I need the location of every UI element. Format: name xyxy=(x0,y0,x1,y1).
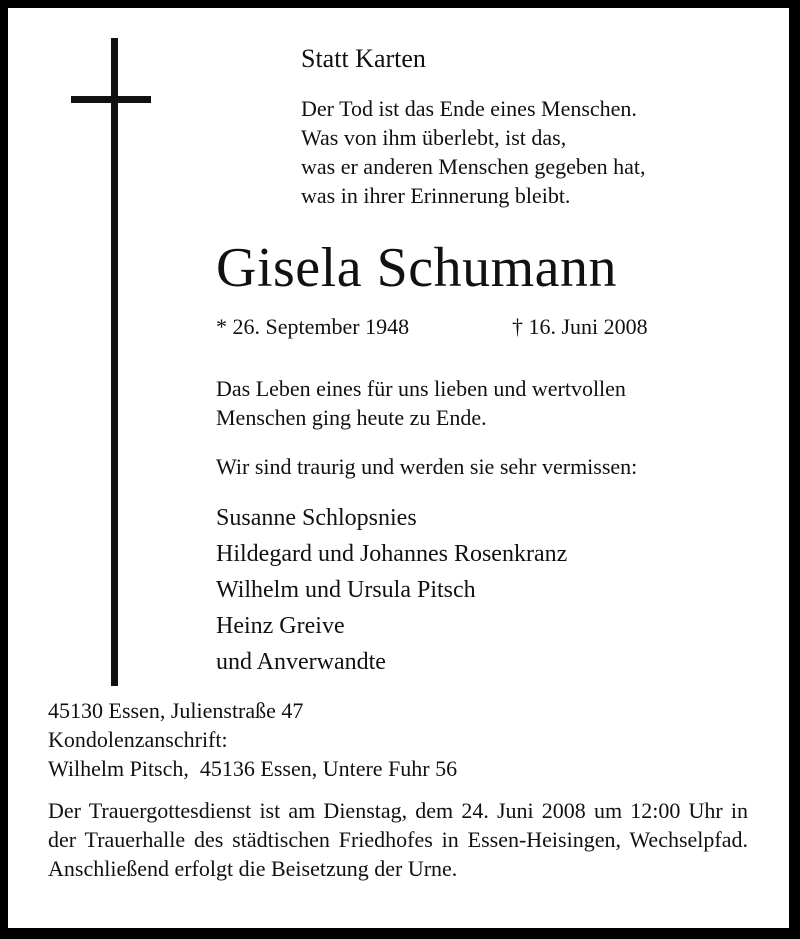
funeral-service-text: Der Trauergottesdienst ist am Dienstag, dem 24. Juni 2008 um 12:00 Uhr in der Trauerhalle des städtischen Friedhofes in Essen-Heisingen, Wechselpfad. Anschließend erfolgt die Beisetzung der Urne. xyxy=(48,798,748,881)
message-line: Das Leben eines für uns lieben und wertvollen xyxy=(216,376,626,401)
poem xyxy=(301,94,646,210)
mourner-name: und Anverwandte xyxy=(216,649,386,675)
deceased-name: Gisela Schumann xyxy=(216,237,617,299)
poem-line: Der Tod ist das Ende eines Menschen. xyxy=(301,96,637,121)
family-address: 45130 Essen, Julienstraße 47 xyxy=(48,698,304,723)
mourner-name: Wilhelm und Ursula Pitsch xyxy=(216,577,476,603)
cross-vertical-bar xyxy=(111,38,118,686)
condolence-address: Wilhelm Pitsch, 45136 Essen, Untere Fuhr 56 xyxy=(48,756,458,781)
condolence-label: Kondolenzanschrift: xyxy=(48,727,228,752)
obituary-notice xyxy=(8,8,789,928)
message-text xyxy=(216,374,626,432)
mourner-name: Hildegard und Johannes Rosenkranz xyxy=(216,541,568,567)
message-line: Menschen ging heute zu Ende. xyxy=(216,405,487,430)
poem-line: Was von ihm überlebt, ist das, xyxy=(301,125,567,150)
mourners-list xyxy=(216,500,567,680)
cross-horizontal-bar xyxy=(71,96,151,103)
address-block xyxy=(48,696,457,783)
mourner-name: Heinz Greive xyxy=(216,613,345,639)
poem-line: was in ihrer Erinnerung bleibt. xyxy=(301,183,571,208)
birth-date: * 26. September 1948 xyxy=(216,314,410,339)
poem-line: was er anderen Menschen gegeben hat, xyxy=(301,154,646,179)
death-date: † 16. Juni 2008 xyxy=(512,314,648,339)
mourning-intro: Wir sind traurig und werden sie sehr vermissen: xyxy=(216,454,638,479)
notice-heading: Statt Karten xyxy=(301,44,426,73)
mourner-name: Susanne Schlopsnies xyxy=(216,505,417,531)
